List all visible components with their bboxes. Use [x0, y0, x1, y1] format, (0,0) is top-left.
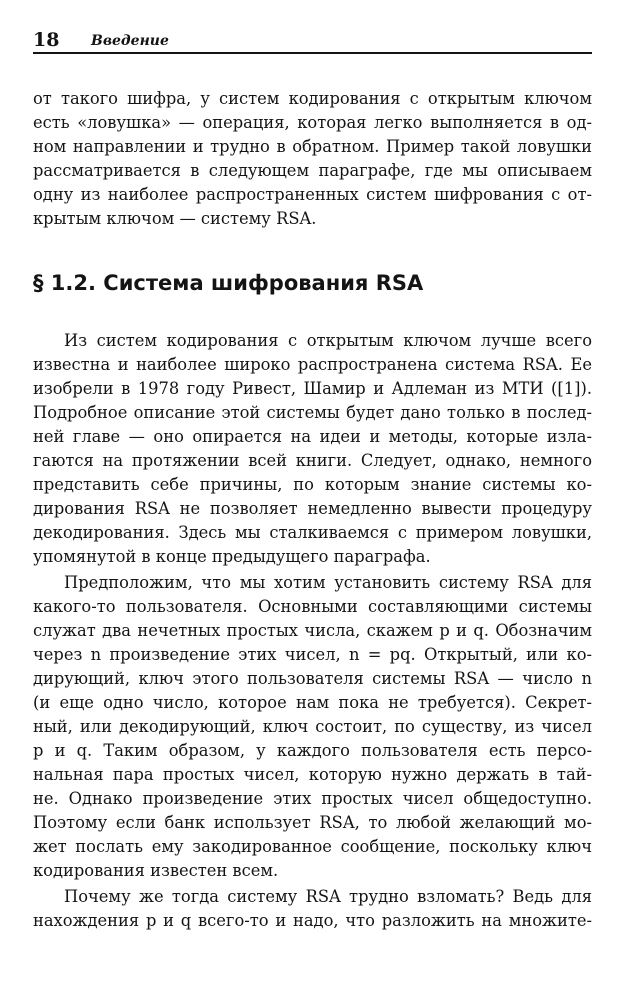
intro-line: от такого шифра, у систем кодирования с открытым ключом [33, 89, 592, 108]
running-title: Введение [91, 33, 169, 49]
intro-line: рассматривается в следующем параграфе, где мы описываем [33, 161, 592, 180]
paragraph-2-line: дирующий, ключ этого пользователя системы RSA — число n [33, 669, 592, 688]
paragraph-1-line: гаются на протяжении всей книги. Следует, однако, немного [33, 451, 592, 470]
paragraph-2-line: (и еще одно число, которое нам пока не требуется). Секрет- [33, 693, 592, 712]
paragraph-1-line: представить себе причины, по которым знание системы ко- [33, 475, 592, 494]
paragraph-3-line: нахождения p и q всего-то и надо, что разложить на множите- [33, 911, 592, 930]
paragraph-1-line: ней главе — оно опирается на идеи и методы, которые изла- [33, 427, 592, 446]
intro-line: есть «ловушка» — операция, которая легко выполняется в од- [33, 113, 592, 132]
intro-line: одну из наиболее распространенных систем шифрования с от- [33, 185, 592, 204]
paragraph-1-line: упомянутой в конце предыдущего параграфа. [33, 547, 431, 566]
paragraph-2-line: p и q. Таким образом, у каждого пользователя есть персо- [33, 741, 592, 760]
paragraph-2-line: Поэтому если банк использует RSA, то любой желающий мо- [33, 813, 592, 832]
paragraph-2-line: служат два нечетных простых числа, скажем p и q. Обозначим [33, 621, 592, 640]
intro-line: крытым ключом — систему RSA. [33, 209, 317, 228]
paragraph-2-line: какого-то пользователя. Основными составляющими системы [33, 597, 592, 616]
paragraph-1-line: изобрели в 1978 году Ривест, Шамир и Адлеман из МТИ ([1]). [33, 379, 592, 398]
paragraph-1-line: дирования RSA не позволяет немедленно вывести процедуру [33, 499, 592, 518]
page-number: 18 [33, 29, 60, 51]
paragraph-1-line: Из систем кодирования с открытым ключом лучше всего [64, 331, 592, 350]
paragraph-3-line: Почему же тогда систему RSA трудно взломать? Ведь для [64, 887, 592, 906]
paragraph-2-line: жет послать ему закодированное сообщение, поскольку ключ [33, 837, 592, 856]
paragraph-2-line: ный, или декодирующий, ключ состоит, по существу, из чисел [33, 717, 592, 736]
paragraph-2-line: не. Однако произведение этих простых чисел общедоступно. [33, 789, 592, 808]
intro-line: ном направлении и трудно в обратном. Пример такой ловушки [33, 137, 592, 156]
paragraph-2-line: Предположим, что мы хотим установить систему RSA для [64, 573, 592, 592]
paragraph-1-line: известна и наиболее широко распространена система RSA. Ее [33, 355, 592, 374]
running-header [33, 30, 592, 54]
paragraph-2-line: кодирования известен всем. [33, 861, 279, 880]
paragraph-2-line: нальная пара простых чисел, которую нужно держать в тай- [33, 765, 592, 784]
section-heading: § 1.2. Система шифрования RSA [33, 271, 424, 295]
paragraph-2-line: через n произведение этих чисел, n = pq. Открытый, или ко- [33, 645, 592, 664]
paragraph-1-line: Подробное описание этой системы будет дано только в послед- [33, 403, 592, 422]
paragraph-1-line: декодирования. Здесь мы сталкиваемся с примером ловушки, [33, 523, 592, 542]
